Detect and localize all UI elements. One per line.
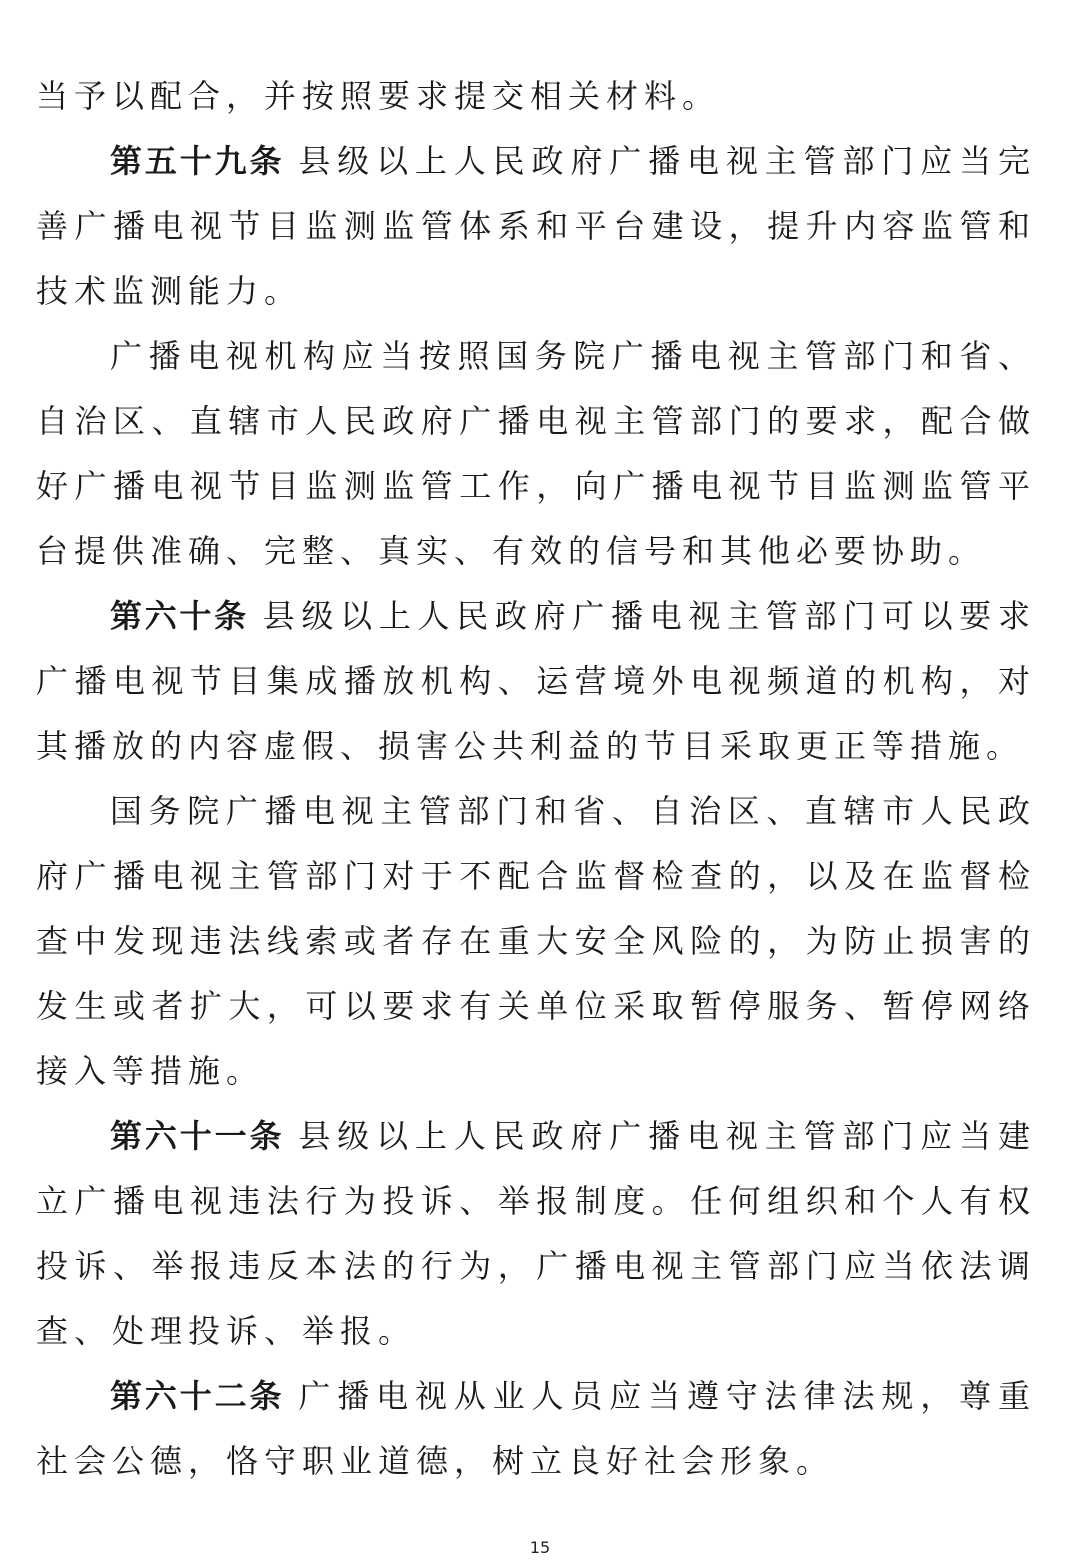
article-heading: 第五十九条	[110, 142, 285, 180]
paragraph-text: 县级以上人民政府广播电视主管部门可以要求广播电视节目集成播放机构、运营境外电视频道的机构，对其播放的内容虚假、损害公共利益的节目采取更正等措施。	[36, 597, 1036, 765]
paragraph-text: 县级以上人民政府广播电视主管部门应当建立广播电视违法行为投诉、举报制度。任何组织和个人有权投诉、举报违反本法的行为，广播电视主管部门应当依法调查、处理投诉、举报。	[36, 1117, 1036, 1350]
paragraph-continuation	[36, 64, 1036, 129]
article-59-paragraph	[36, 129, 1036, 324]
paragraph-text: 广播电视机构应当按照国务院广播电视主管部门和省、自治区、直辖市人民政府广播电视主管部门的要求，配合做好广播电视节目监测监管工作，向广播电视节目监测监管平台提供准确、完整、真实、有效的信号和其他必要协助。	[36, 337, 1036, 570]
article-heading: 第六十二条	[110, 1377, 285, 1415]
article-61-paragraph	[36, 1104, 1036, 1364]
article-60-clause-2	[36, 779, 1036, 1104]
article-heading: 第六十条	[110, 597, 249, 635]
article-heading: 第六十一条	[110, 1117, 285, 1155]
article-60-paragraph	[36, 584, 1036, 779]
paragraph-text: 国务院广播电视主管部门和省、自治区、直辖市人民政府广播电视主管部门对于不配合监督检查的，以及在监督检查中发现违法线索或者存在重大安全风险的，为防止损害的发生或者扩大，可以要求有关单位采取暂停服务、暂停网络接入等措施。	[36, 792, 1036, 1090]
paragraph-text: 广播电视从业人员应当遵守法律法规，尊重社会公德，恪守职业道德，树立良好社会形象。	[36, 1377, 1036, 1480]
article-59-clause-2	[36, 324, 1036, 584]
page-number: 15	[529, 1538, 551, 1557]
paragraph-text: 当予以配合，并按照要求提交相关材料。	[36, 77, 721, 115]
paragraph-text: 县级以上人民政府广播电视主管部门应当完善广播电视节目监测监管体系和平台建设，提升内容监管和技术监测能力。	[36, 142, 1036, 310]
document-page	[36, 64, 1036, 1494]
article-62-paragraph	[36, 1364, 1036, 1494]
